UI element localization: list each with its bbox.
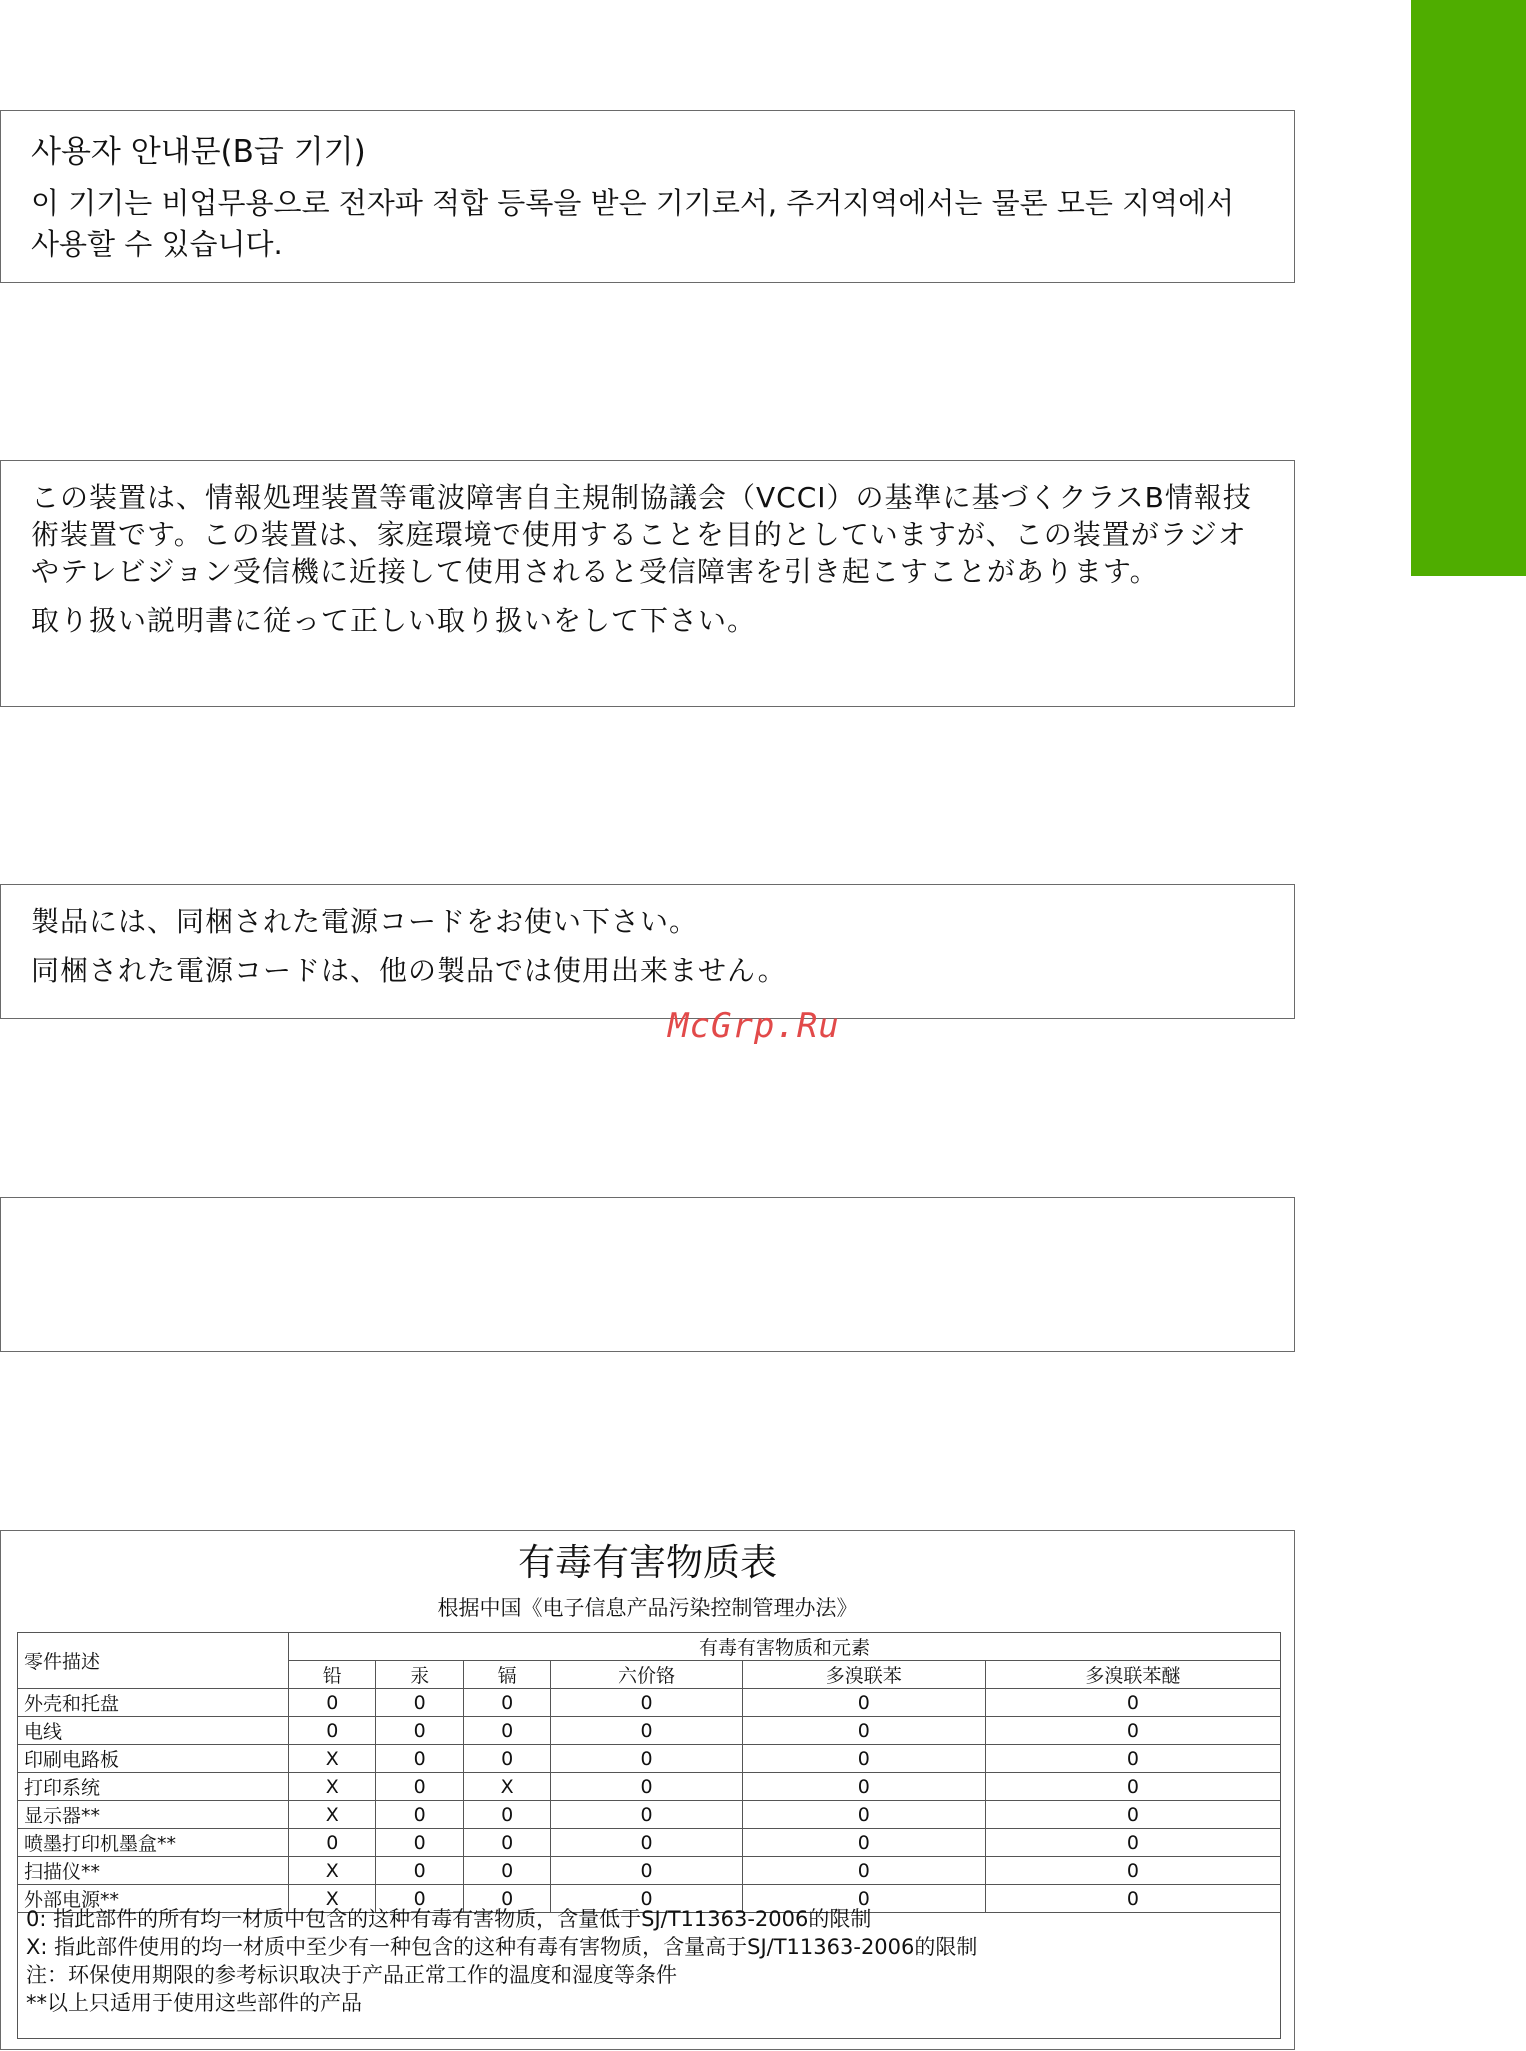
substance-value-cell: 0: [376, 1773, 463, 1801]
substance-value-cell: 0: [463, 1857, 550, 1885]
rohs-title: 有毒有害物质表: [518, 1541, 777, 1584]
part-name-cell: 外壳和托盘: [18, 1689, 289, 1717]
column-header-substance: 铅: [289, 1661, 376, 1689]
substance-value-cell: 0: [289, 1717, 376, 1745]
substance-value-cell: 0: [551, 1773, 742, 1801]
column-header-substance: 多溴联苯: [742, 1661, 985, 1689]
japan-power-cord-notice: [0, 884, 1295, 1019]
column-header-substance: 六价铬: [551, 1661, 742, 1689]
note-line: **以上只适用于使用这些部件的产品: [26, 1991, 362, 2015]
substance-value-cell: 0: [551, 1829, 742, 1857]
substance-value-cell: 0: [985, 1857, 1280, 1885]
column-header-substance: 多溴联苯醚: [985, 1661, 1280, 1689]
substance-value-cell: 0: [463, 1717, 550, 1745]
substance-value-cell: X: [289, 1801, 376, 1829]
substance-value-cell: 0: [742, 1717, 985, 1745]
substance-value-cell: 0: [376, 1885, 463, 1913]
part-name-cell: 扫描仪**: [18, 1857, 289, 1885]
watermark: McGrp.Ru: [668, 1006, 840, 1046]
table-row: [18, 1857, 1281, 1885]
rohs-subtitle: 根据中国《电子信息产品污染控制管理办法》: [437, 1596, 858, 1620]
substance-value-cell: 0: [551, 1857, 742, 1885]
substance-value-cell: 0: [985, 1829, 1280, 1857]
substance-value-cell: X: [463, 1773, 550, 1801]
table-row: [18, 1745, 1281, 1773]
substance-value-cell: 0: [985, 1745, 1280, 1773]
substance-value-cell: 0: [463, 1885, 550, 1913]
japan-vcci-notice: [0, 460, 1295, 707]
vcci-instruction: 取り扱い説明書に従って正しい取り扱いをして下さい。: [31, 604, 757, 637]
substance-value-cell: 0: [985, 1885, 1280, 1913]
part-name-cell: 喷墨打印机墨盒**: [18, 1829, 289, 1857]
substance-value-cell: 0: [742, 1689, 985, 1717]
substance-value-cell: X: [289, 1745, 376, 1773]
substance-value-cell: 0: [376, 1829, 463, 1857]
power-cord-line-1: 製品には、同梱された電源コードをお使い下さい。: [31, 905, 699, 938]
part-name-cell: 外部电源**: [18, 1885, 289, 1913]
vcci-paragraph: この装置は、情報処理装置等電波障害自主規制協議会（VCCI）の基準に基づくクラスB情報技術装置です。この装置は、家庭環境で使用することを目的としていますが、この装置がラジオやテレビジョン受信機に近接して使用されると受信障害を引き起こすことがあります。: [31, 481, 1252, 588]
substance-value-cell: 0: [742, 1773, 985, 1801]
table-row: [18, 1717, 1281, 1745]
rohs-table: [17, 1632, 1281, 1913]
column-header-substance: 汞: [376, 1661, 463, 1689]
note-line: 注：环保使用期限的参考标识取决于产品正常工作的温度和湿度等条件: [26, 1963, 677, 1987]
table-row: [18, 1801, 1281, 1829]
column-header-part: 零件描述: [18, 1633, 289, 1689]
substance-value-cell: 0: [985, 1801, 1280, 1829]
table-row: [18, 1773, 1281, 1801]
part-name-cell: 显示器**: [18, 1801, 289, 1829]
substance-value-cell: 0: [376, 1857, 463, 1885]
rohs-notes: [17, 1897, 1281, 2039]
china-rohs-table-box: [0, 1530, 1295, 2050]
substance-value-cell: 0: [985, 1717, 1280, 1745]
korean-notice: [0, 110, 1295, 283]
section-tab: [1411, 0, 1526, 576]
substance-value-cell: X: [289, 1773, 376, 1801]
substance-value-cell: 0: [376, 1745, 463, 1773]
substance-value-cell: 0: [289, 1689, 376, 1717]
korean-notice-title: 사용자 안내문(B급 기기): [31, 134, 366, 170]
power-cord-line-2: 同梱された電源コードは、他の製品では使用出来ません。: [31, 954, 787, 987]
empty-notice-box: [0, 1197, 1295, 1352]
substance-value-cell: 0: [289, 1829, 376, 1857]
table-row: [18, 1829, 1281, 1857]
substance-value-cell: 0: [463, 1689, 550, 1717]
substance-value-cell: 0: [742, 1857, 985, 1885]
substance-value-cell: 0: [551, 1717, 742, 1745]
substance-value-cell: 0: [376, 1689, 463, 1717]
column-group-header: 有毒有害物质和元素: [289, 1633, 1281, 1661]
substance-value-cell: 0: [551, 1745, 742, 1773]
substance-value-cell: 0: [463, 1801, 550, 1829]
substance-value-cell: 0: [742, 1829, 985, 1857]
part-name-cell: 电线: [18, 1717, 289, 1745]
part-name-cell: 打印系统: [18, 1773, 289, 1801]
part-name-cell: 印刷电路板: [18, 1745, 289, 1773]
substance-value-cell: 0: [463, 1745, 550, 1773]
substance-value-cell: 0: [742, 1885, 985, 1913]
substance-value-cell: X: [289, 1857, 376, 1885]
substance-value-cell: 0: [463, 1829, 550, 1857]
substance-value-cell: 0: [376, 1717, 463, 1745]
substance-value-cell: 0: [551, 1885, 742, 1913]
substance-value-cell: 0: [985, 1773, 1280, 1801]
substance-value-cell: 0: [551, 1801, 742, 1829]
substance-value-cell: 0: [376, 1801, 463, 1829]
note-line: X: 指此部件使用的均一材质中至少有一种包含的这种有毒有害物质，含量高于SJ/T11363-2006的限制: [26, 1935, 978, 1959]
substance-value-cell: 0: [742, 1745, 985, 1773]
note-line: 0: 指此部件的所有均一材质中包含的这种有毒有害物质，含量低于SJ/T11363-2006的限制: [26, 1907, 872, 1931]
substance-value-cell: 0: [985, 1689, 1280, 1717]
substance-value-cell: 0: [551, 1689, 742, 1717]
column-header-substance: 镉: [463, 1661, 550, 1689]
table-row: [18, 1689, 1281, 1717]
substance-value-cell: 0: [742, 1801, 985, 1829]
substance-value-cell: X: [289, 1885, 376, 1913]
korean-notice-body: 이 기기는 비업무용으로 전자파 적합 등록을 받은 기기로서, 주거지역에서는 물론 모든 지역에서 사용할 수 있습니다.: [31, 186, 1235, 261]
